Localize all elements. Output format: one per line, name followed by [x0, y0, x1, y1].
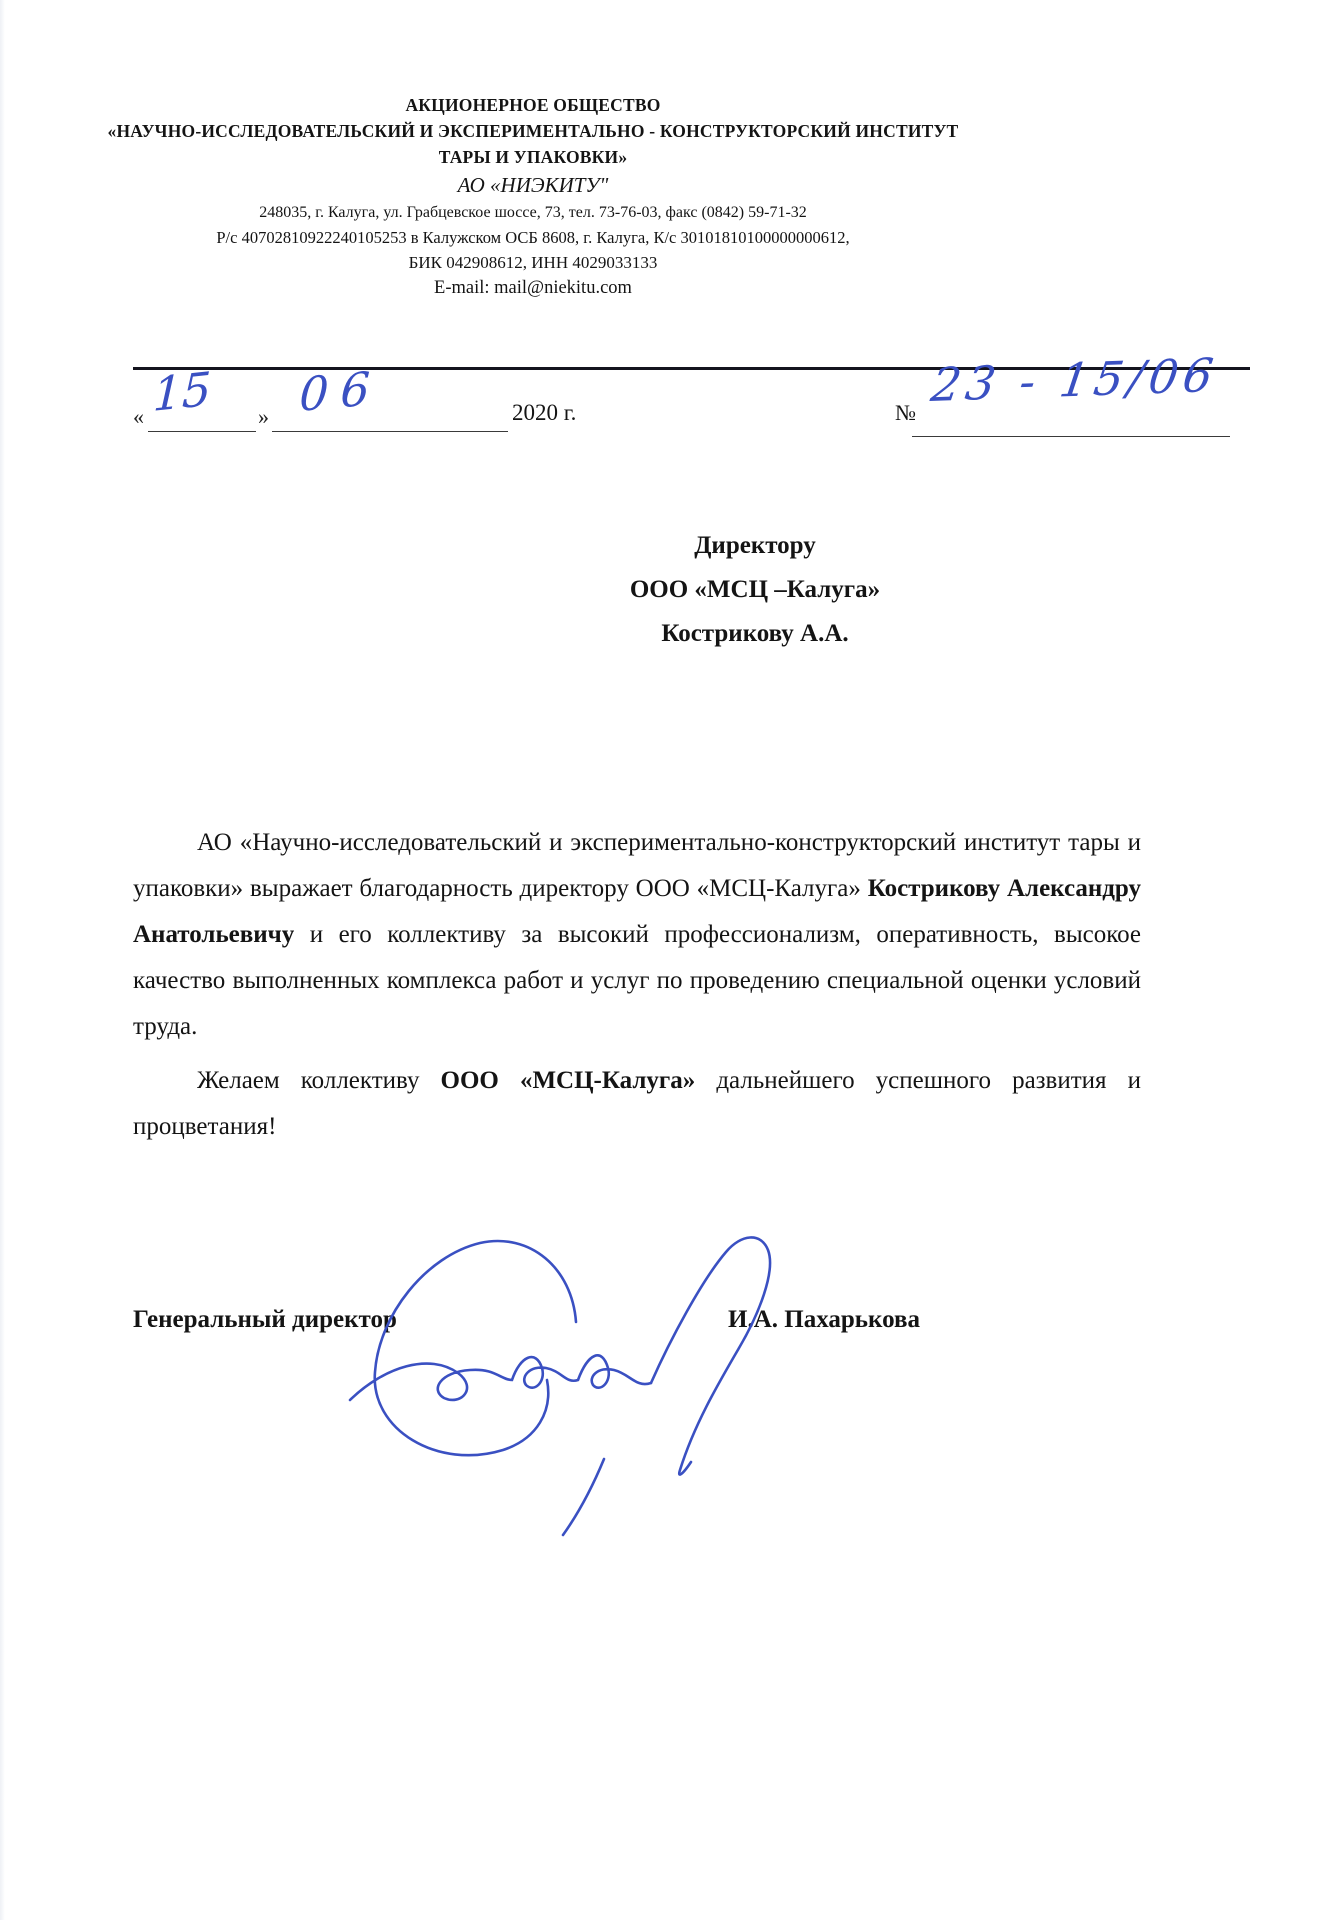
handwritten-number: 23 - 15/06 [928, 347, 1222, 412]
org-type-line: АКЦИОНЕРНОЕ ОБЩЕСТВО [405, 95, 661, 115]
org-bik-inn: БИК 042908612, ИНН 4029033133 [408, 253, 658, 272]
number-sign: № [895, 400, 916, 425]
handwritten-day: 15 [152, 361, 213, 422]
org-short-name: АО «НИЭКИТУ" [457, 173, 609, 197]
org-address-line: 248035, г. Калуга, ул. Грабцевское шоссе, 73, тел. 73-76-03, факс (0842) 59-71-32 [259, 204, 807, 221]
signer-name: И.А. Пахарькова [728, 1306, 920, 1333]
year-suffix: 2020 г. [512, 400, 577, 425]
number-underline [912, 436, 1230, 437]
signature-ink-scribble [340, 1222, 810, 1542]
date-day-underline [148, 431, 256, 432]
signer-position: Генеральный директор [133, 1306, 397, 1333]
addressee-name: Кострикову А.А. [661, 620, 849, 647]
para1-text-start: АО «Научно-исследовательский и экспериментально-конструкторский институт тары и упаковки» выражает благодарность директору ООО «МСЦ-Калуга» [133, 829, 1141, 902]
date-month-underline [272, 431, 508, 432]
addressee-company: ООО «МСЦ –Калуга» [629, 576, 881, 603]
para2-text-end: дальнейшего успешного развития и процветания! [133, 1067, 1141, 1140]
org-name-line: «НАУЧНО-ИССЛЕДОВАТЕЛЬСКИЙ И ЭКСПЕРИМЕНТАЛЬНО - КОНСТРУКТОРСКИЙ ИНСТИТУТ [107, 121, 959, 141]
addressee-position: Директору [694, 532, 816, 559]
org-name-line-2: ТАРЫ И УПАКОВКИ» [438, 147, 628, 167]
handwritten-month: 06 [298, 360, 384, 422]
scan-edge-artifact [0, 0, 5, 1920]
date-open-quote: « [133, 404, 144, 429]
para2-bold-company: ООО «МСЦ-Калуга» [440, 1067, 696, 1094]
para2-text-start: Желаем коллективу [197, 1067, 441, 1094]
addressee-block [555, 524, 955, 656]
org-bank-details: Р/с 40702810922240105253 в Калужском ОСБ 8608, г. Калуга, К/с 30101810100000000612, [216, 228, 850, 247]
paragraph-gratitude [133, 820, 1141, 1050]
para1-text-end: и его коллективу за высокий профессионализм, оперативность, высокое качество выполненных комплекса работ и услуг по проведению специальной оценки условий труда. [133, 921, 1141, 1040]
letterhead [58, 92, 1008, 302]
date-close-quote: » [258, 404, 269, 429]
paragraph-wishes [133, 1058, 1141, 1150]
org-email: E-mail: mail@niekitu.com [434, 278, 632, 298]
para1-bold-director-name: Кострикову Александру Анатольевичу [133, 875, 1141, 948]
